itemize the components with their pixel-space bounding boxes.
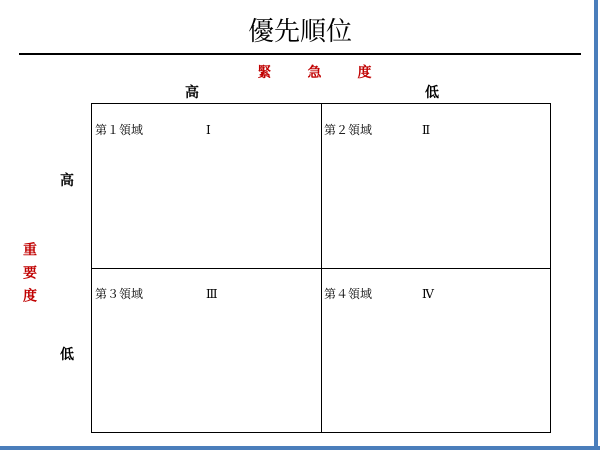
- quadrant-label: 第１領域: [95, 123, 144, 137]
- priority-matrix: [91, 103, 551, 433]
- quadrant-numeral: Ⅱ: [422, 123, 431, 137]
- page-title: 優先順位: [247, 17, 352, 47]
- quadrant-label: 第２領域: [324, 123, 373, 137]
- quadrant-numeral: Ⅰ: [206, 123, 211, 137]
- quadrant-numeral: Ⅲ: [206, 287, 218, 301]
- quadrant-label: 第４領域: [324, 287, 373, 301]
- quadrant-numeral: Ⅳ: [422, 287, 434, 301]
- urgency-high-header: 高: [185, 85, 199, 101]
- quadrant-label: 第３領域: [95, 287, 144, 301]
- importance-axis-label: 重要度: [21, 241, 37, 311]
- slide-border-right: [594, 0, 598, 450]
- title-divider: [19, 53, 581, 55]
- urgency-axis-label: 緊 急 度: [257, 65, 383, 81]
- importance-low-header: 低: [60, 347, 74, 363]
- matrix-horizontal-divider: [92, 268, 550, 269]
- urgency-low-header: 低: [425, 85, 439, 101]
- importance-high-header: 高: [60, 173, 74, 189]
- slide-border-bottom: [0, 446, 600, 450]
